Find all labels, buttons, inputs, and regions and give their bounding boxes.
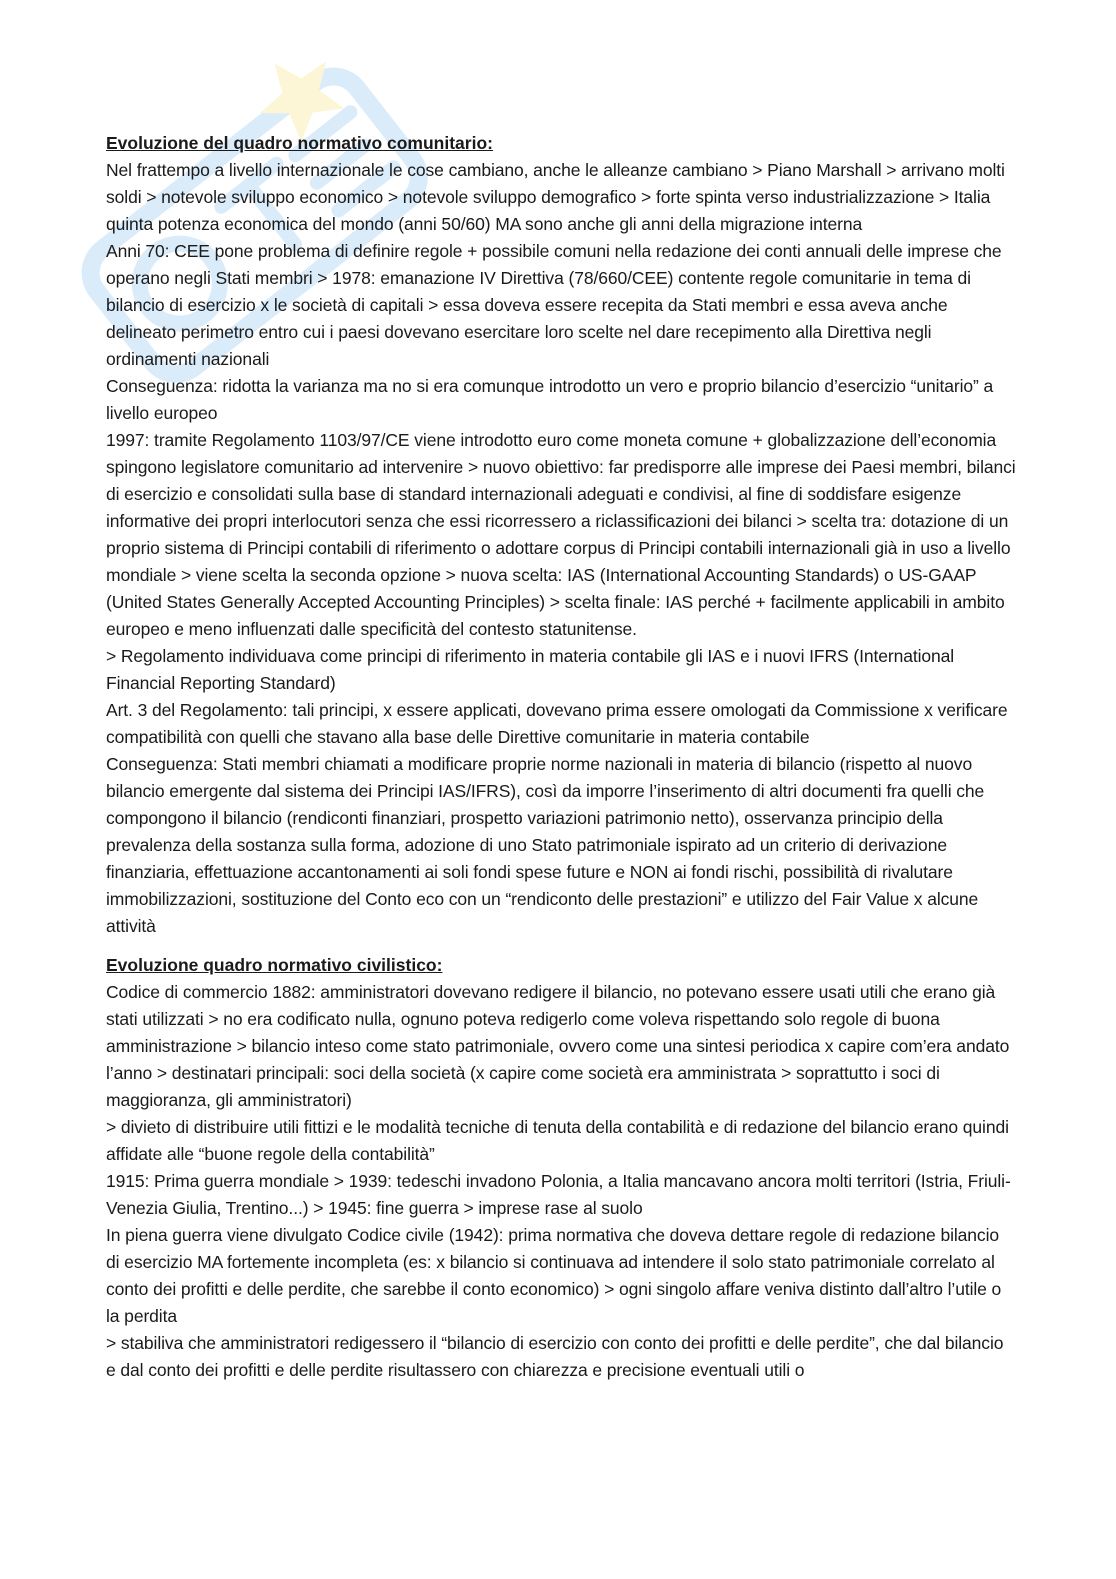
document-body bbox=[106, 130, 1016, 1384]
paragraph: > Regolamento individuava come principi di riferimento in materia contabile gli IAS e i nuovi IFRS (International Financial Reporting Standard) bbox=[106, 646, 955, 693]
paragraph: 1997: tramite Regolamento 1103/97/CE viene introdotto euro come moneta comune + globalizzazione dell’economia spingono legislatore comunitario ad intervenire > nuovo obiettivo: far predisporre alle imprese dei Paesi membri, bilanci di esercizio e consolidati sulla base di standard internazionali adeguati e condivisi, al fine di soddisfare esigenze informative dei propri interlocutori senza che essi ricorressero a riclassificazioni dei bilanci > scelta tra: dotazione di un proprio sistema di Principi contabili di riferimento o adottare corpus di Principi contabili internazionali già in uso a livello mondiale > viene scelta la seconda opzione > nuova scelta: IAS (International Accounting Standards) o US-GAAP (United States Generally Accepted Accounting Principles) > scelta finale: IAS perché + facilmente applicabili in ambito europeo e meno influenzati dalle specificità del contesto statunitense. bbox=[106, 430, 1016, 639]
section-title-comunitario: Evoluzione del quadro normativo comunitario: bbox=[106, 133, 493, 153]
paragraph: > stabiliva che amministratori redigessero il “bilancio di esercizio con conto dei profitti e delle perdite”, che dal bilancio e dal conto dei profitti e delle perdite risultassero con chiarezza e precisione eventuali utili o bbox=[106, 1333, 1004, 1380]
paragraph: 1915: Prima guerra mondiale > 1939: tedeschi invadono Polonia, a Italia mancavano ancora molti territori (Istria, Friuli-Venezia Giulia, Trentino...) > 1945: fine guerra > imprese rase al suolo bbox=[106, 1171, 1011, 1218]
paragraph: Codice di commercio 1882: amministratori dovevano redigere il bilancio, no potevano essere usati utili che erano già stati utilizzati > no era codificato nulla, ognuno poteva redigerlo come voleva rispettando solo regole di buona amministrazione > bilancio inteso come stato patrimoniale, ovvero come una sintesi periodica x capire com’era andato l’anno > destinatari principali: soci della società (x capire come società era amministrata > soprattutto i soci di maggioranza, gli amministratori) bbox=[106, 982, 1010, 1110]
paragraph: Conseguenza: ridotta la varianza ma no si era comunque introdotto un vero e proprio bilancio d’esercizio “unitario” a livello europeo bbox=[106, 376, 994, 423]
paragraph: In piena guerra viene divulgato Codice civile (1942): prima normativa che doveva dettare regole di redazione bilancio di esercizio MA fortemente incompleta (es: x bilancio si continuava ad intendere il solo stato patrimoniale correlato al conto dei profitti e delle perdite, che sarebbe il conto economico) > ogni singolo affare veniva distinto dall’altro l’utile o la perdita bbox=[106, 1225, 1002, 1326]
paragraph: Anni 70: CEE pone problema di definire regole + possibile comuni nella redazione dei conti annuali delle imprese che operano negli Stati membri > 1978: emanazione IV Direttiva (78/660/CEE) contente regole comunitarie in tema di bilancio di esercizio x le società di capitali > essa doveva essere recepita da Stati membri e essa aveva anche delineato perimetro entro cui i paesi dovevano esercitare loro scelte nel dare recepimento alla Direttiva negli ordinamenti nazionali bbox=[106, 241, 1002, 369]
paragraph: > divieto di distribuire utili fittizi e le modalità tecniche di tenuta della contabilità e di redazione del bilancio erano quindi affidate alle “buone regole della contabilità” bbox=[106, 1117, 1009, 1164]
paragraph: Conseguenza: Stati membri chiamati a modificare proprie norme nazionali in materia di bilancio (rispetto al nuovo bilancio emergente dal sistema dei Principi IAS/IFRS), così da imporre l’inserimento di altri documenti fra quelli che compongono il bilancio (rendiconti finanziari, prospetto variazioni patrimonio netto), osservanza principio della prevalenza della sostanza sulla forma, adozione di uno Stato patrimoniale ispirato ad un criterio di derivazione finanziaria, effettuazione accantonamenti ai soli fondi spese future e NON ai fondi rischi, possibilità di rivalutare immobilizzazioni, sostituzione del Conto eco con un “rendiconto delle prestazioni” e utilizzo del Fair Value x alcune attività bbox=[106, 754, 985, 936]
section-spacer bbox=[106, 940, 1016, 952]
paragraph: Nel frattempo a livello internazionale le cose cambiano, anche le alleanze cambiano > Piano Marshall > arrivano molti soldi > notevole sviluppo economico > notevole sviluppo demografico > forte spinta verso industrializzazione > Italia quinta potenza economica del mondo (anni 50/60) MA sono anche gli anni della migrazione interna bbox=[106, 160, 1005, 234]
paragraph: Art. 3 del Regolamento: tali principi, x essere applicati, dovevano prima essere omologati da Commissione x verificare compatibilità con quelli che stavano alla base delle Direttive comunitarie in materia contabile bbox=[106, 700, 1008, 747]
section-title-civilistico: Evoluzione quadro normativo civilistico: bbox=[106, 955, 443, 975]
